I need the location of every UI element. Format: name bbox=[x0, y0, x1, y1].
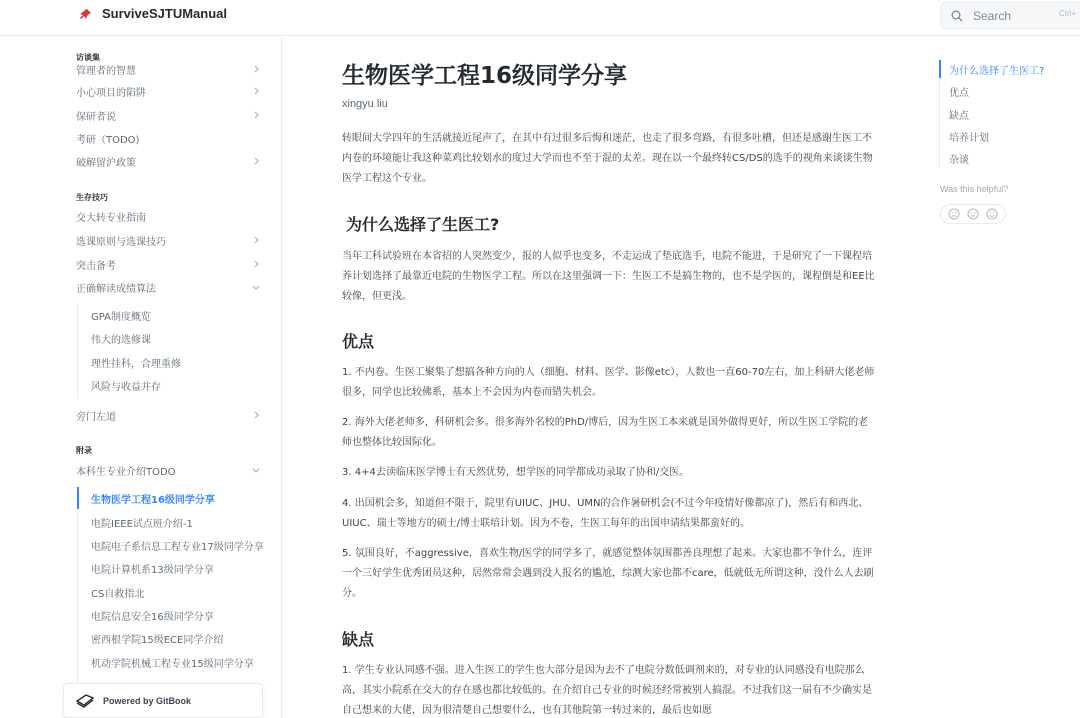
sidebar-item-label: 小心项目的陷阱 bbox=[76, 87, 146, 99]
search-shortcut: Ctrl+ bbox=[1059, 9, 1077, 18]
intro-paragraph: 转眼间大学四年的生活就接近尾声了，在其中有过很多后悔和迷茫，也走了很多弯路，有很多吐槽，但还是感谢生医工不内卷的环境能让我这种菜鸡比较划水的度过大学而也不至于混的太差。现在以一个最终转CS/DS的选手的视角来谈谈生物医学工程这个专业。 bbox=[342, 133, 873, 184]
toc-item[interactable]: 杂谈 bbox=[949, 155, 969, 166]
sidebar-item[interactable] bbox=[76, 460, 262, 480]
sidebar-item[interactable] bbox=[76, 206, 262, 226]
chevron-right-icon bbox=[252, 111, 260, 119]
search-icon bbox=[951, 10, 963, 22]
active-indicator bbox=[77, 487, 79, 509]
pushpin-icon bbox=[80, 8, 92, 20]
subnav-guide-line bbox=[77, 302, 78, 399]
section-title-appendix: 附录 bbox=[76, 446, 92, 455]
section-title-survival: 生存技巧 bbox=[76, 193, 108, 202]
search-box[interactable] bbox=[940, 2, 1080, 29]
sidebar-subitem[interactable]: 电院计算机系13级同学分享 bbox=[91, 564, 214, 576]
sidebar-item-label: 交大转专业指南 bbox=[76, 212, 146, 224]
chevron-right-icon bbox=[252, 157, 260, 165]
sidebar-item-label: 旁门左道 bbox=[76, 411, 116, 423]
sad-face-icon[interactable] bbox=[948, 208, 960, 220]
cons-item: 1. 学生专业认同感不强。进入生医工的学生也大部分是因为去不了电院分数低调剂来的，对专业的认同感没有电院那么高，其实小院系在交大的存在感也都比较低的。在介绍自己专业的时候还经常被别人搞混。不过我们这一届有不少确实是自己想来的大佬，因为很清楚自己想要什么，也有其他院第一转过来的，最后也如愿 bbox=[342, 665, 872, 716]
toc-item[interactable]: 优点 bbox=[949, 88, 969, 99]
gitbook-logo-icon bbox=[76, 694, 94, 708]
powered-by-gitbook[interactable] bbox=[63, 683, 263, 718]
sidebar-subitem-active[interactable]: 生物医学工程16级同学分享 bbox=[91, 494, 215, 506]
pros-item: 5. 氛围良好，不aggressive，喜欢生物/医学的同学多了，就感觉整体氛围都善良理想了起来。大家也都不争什么，连评一个三好学生优秀团员这种，居然常常会遇到没人报名的尴尬，综测大家也都不care，低就低无所谓这种，没什么人去刷分。 bbox=[342, 548, 874, 599]
sidebar-item[interactable] bbox=[76, 128, 262, 148]
brand[interactable] bbox=[80, 6, 227, 21]
pros-item: 1. 不内卷。生医工聚集了想搞各种方向的人（细胞、材料、医学、影像etc），人数也一直60-70左右，加上科研大佬老师很多，同学也比较佛系，基本上不会因为内卷而错失机会。 bbox=[342, 367, 875, 398]
sidebar-subitem[interactable]: 伟大的选修课 bbox=[91, 334, 151, 346]
toc-active-indicator bbox=[939, 60, 941, 78]
sidebar-item[interactable] bbox=[76, 81, 262, 101]
sidebar-item-label: 管理者的智慧 bbox=[76, 65, 136, 77]
sidebar-subitem[interactable]: 风险与收益并存 bbox=[91, 381, 161, 393]
chevron-down-icon bbox=[252, 283, 260, 291]
sidebar-subitem[interactable]: 电院信息安全16级同学分享 bbox=[91, 611, 214, 623]
toc-item[interactable]: 培养计划 bbox=[949, 133, 989, 144]
sidebar-item-label: 本科生专业介绍TODO bbox=[76, 466, 176, 478]
pros-item: 3. 4+4去读临床医学博士有天然优势，想学医的同学都成功录取了协和/交医。 bbox=[342, 467, 690, 478]
sidebar-subitem[interactable]: 密西根学院15级ECE同学介绍 bbox=[91, 634, 224, 646]
pros-item: 2. 海外大佬老师多，科研机会多。很多海外名校的PhD/博后，因为生医工本来就是国外做得更好，所以生医工学院的老师也整体比较国际化。 bbox=[342, 417, 869, 448]
sidebar-subitem[interactable]: 电院电子系信息工程专业17级同学分享 bbox=[91, 541, 264, 553]
sidebar-item-label: 保研者说 bbox=[76, 111, 116, 123]
section-title-interviews: 访谈集 bbox=[76, 53, 100, 62]
sidebar-item[interactable] bbox=[76, 277, 262, 297]
heading-cons: 缺点 bbox=[342, 630, 375, 649]
sidebar-item-side-door[interactable] bbox=[76, 405, 262, 425]
sidebar-subitem[interactable]: 理性挂科，合理重修 bbox=[91, 358, 181, 370]
sidebar-item[interactable] bbox=[76, 230, 262, 250]
top-header bbox=[0, 0, 1080, 36]
chevron-right-icon bbox=[252, 411, 260, 419]
sidebar-item[interactable] bbox=[76, 254, 262, 274]
powered-by-text: Powered by GitBook bbox=[103, 695, 192, 706]
helpful-label: Was this helpful? bbox=[940, 184, 1009, 194]
sidebar-item[interactable] bbox=[76, 59, 262, 79]
feedback-buttons bbox=[940, 204, 1006, 224]
why-paragraph: 当年工科试验班在本省招的人突然变少，报的人似乎也变多，不走运成了垫底选手，电院不能进，于是研究了一下课程培养计划选择了最靠近电院的生物医学工程。所以在这里强调一下：生医工不是搞生物的，也不是学医的，课程倒是和EE比较像，但更浅。 bbox=[342, 251, 875, 302]
sidebar-subitem[interactable]: CS自救指北 bbox=[91, 588, 145, 600]
sidebar-item-label: 正确解读成绩算法 bbox=[76, 283, 156, 295]
toc-item[interactable]: 缺点 bbox=[949, 111, 969, 122]
search-input[interactable]: Search bbox=[973, 8, 1012, 23]
sidebar-item[interactable] bbox=[76, 105, 262, 125]
chevron-right-icon bbox=[252, 260, 260, 268]
sidebar-subitem[interactable]: GPA制度概览 bbox=[91, 311, 151, 323]
page-title: 生物医学工程16级同学分享 bbox=[342, 63, 628, 89]
sidebar-item-label: 破解留沪政策 bbox=[76, 157, 136, 169]
neutral-face-icon[interactable] bbox=[967, 208, 979, 220]
heading-pros: 优点 bbox=[342, 332, 375, 351]
chevron-down-icon bbox=[252, 466, 260, 474]
sidebar-subitem[interactable]: 电院IEEE试点班介绍-1 bbox=[91, 518, 193, 530]
chevron-right-icon bbox=[252, 236, 260, 244]
heading-why: 为什么选择了生医工? bbox=[346, 215, 500, 234]
brand-title: SurviveSJTUManual bbox=[102, 6, 227, 21]
happy-face-icon[interactable] bbox=[986, 208, 998, 220]
sidebar-item-label: 选课原则与选课技巧 bbox=[76, 236, 166, 248]
chevron-right-icon bbox=[252, 65, 260, 73]
sidebar-item-label: 考研（TODO) bbox=[76, 134, 140, 146]
sidebar bbox=[0, 37, 282, 718]
toc-item-active[interactable]: 为什么选择了生医工? bbox=[949, 66, 1045, 77]
pros-item: 4. 出国机会多，知道但不限于，院里有UIUC、JHU、UMN的合作暑研机会(不过今年疫情好像都凉了)，然后有和西北、UIUC、瑞士等地方的硕士/博士联培计划。因为不卷，生医工每年的出国申请结果都蛮好的。 bbox=[342, 498, 869, 529]
sidebar-subitem[interactable]: 机动学院机械工程专业15级同学分享 bbox=[91, 658, 254, 670]
sidebar-item-label: 突击备考 bbox=[76, 260, 116, 272]
sidebar-item[interactable] bbox=[76, 151, 262, 171]
chevron-right-icon bbox=[252, 87, 260, 95]
page-author: xingyu liu bbox=[342, 98, 388, 110]
